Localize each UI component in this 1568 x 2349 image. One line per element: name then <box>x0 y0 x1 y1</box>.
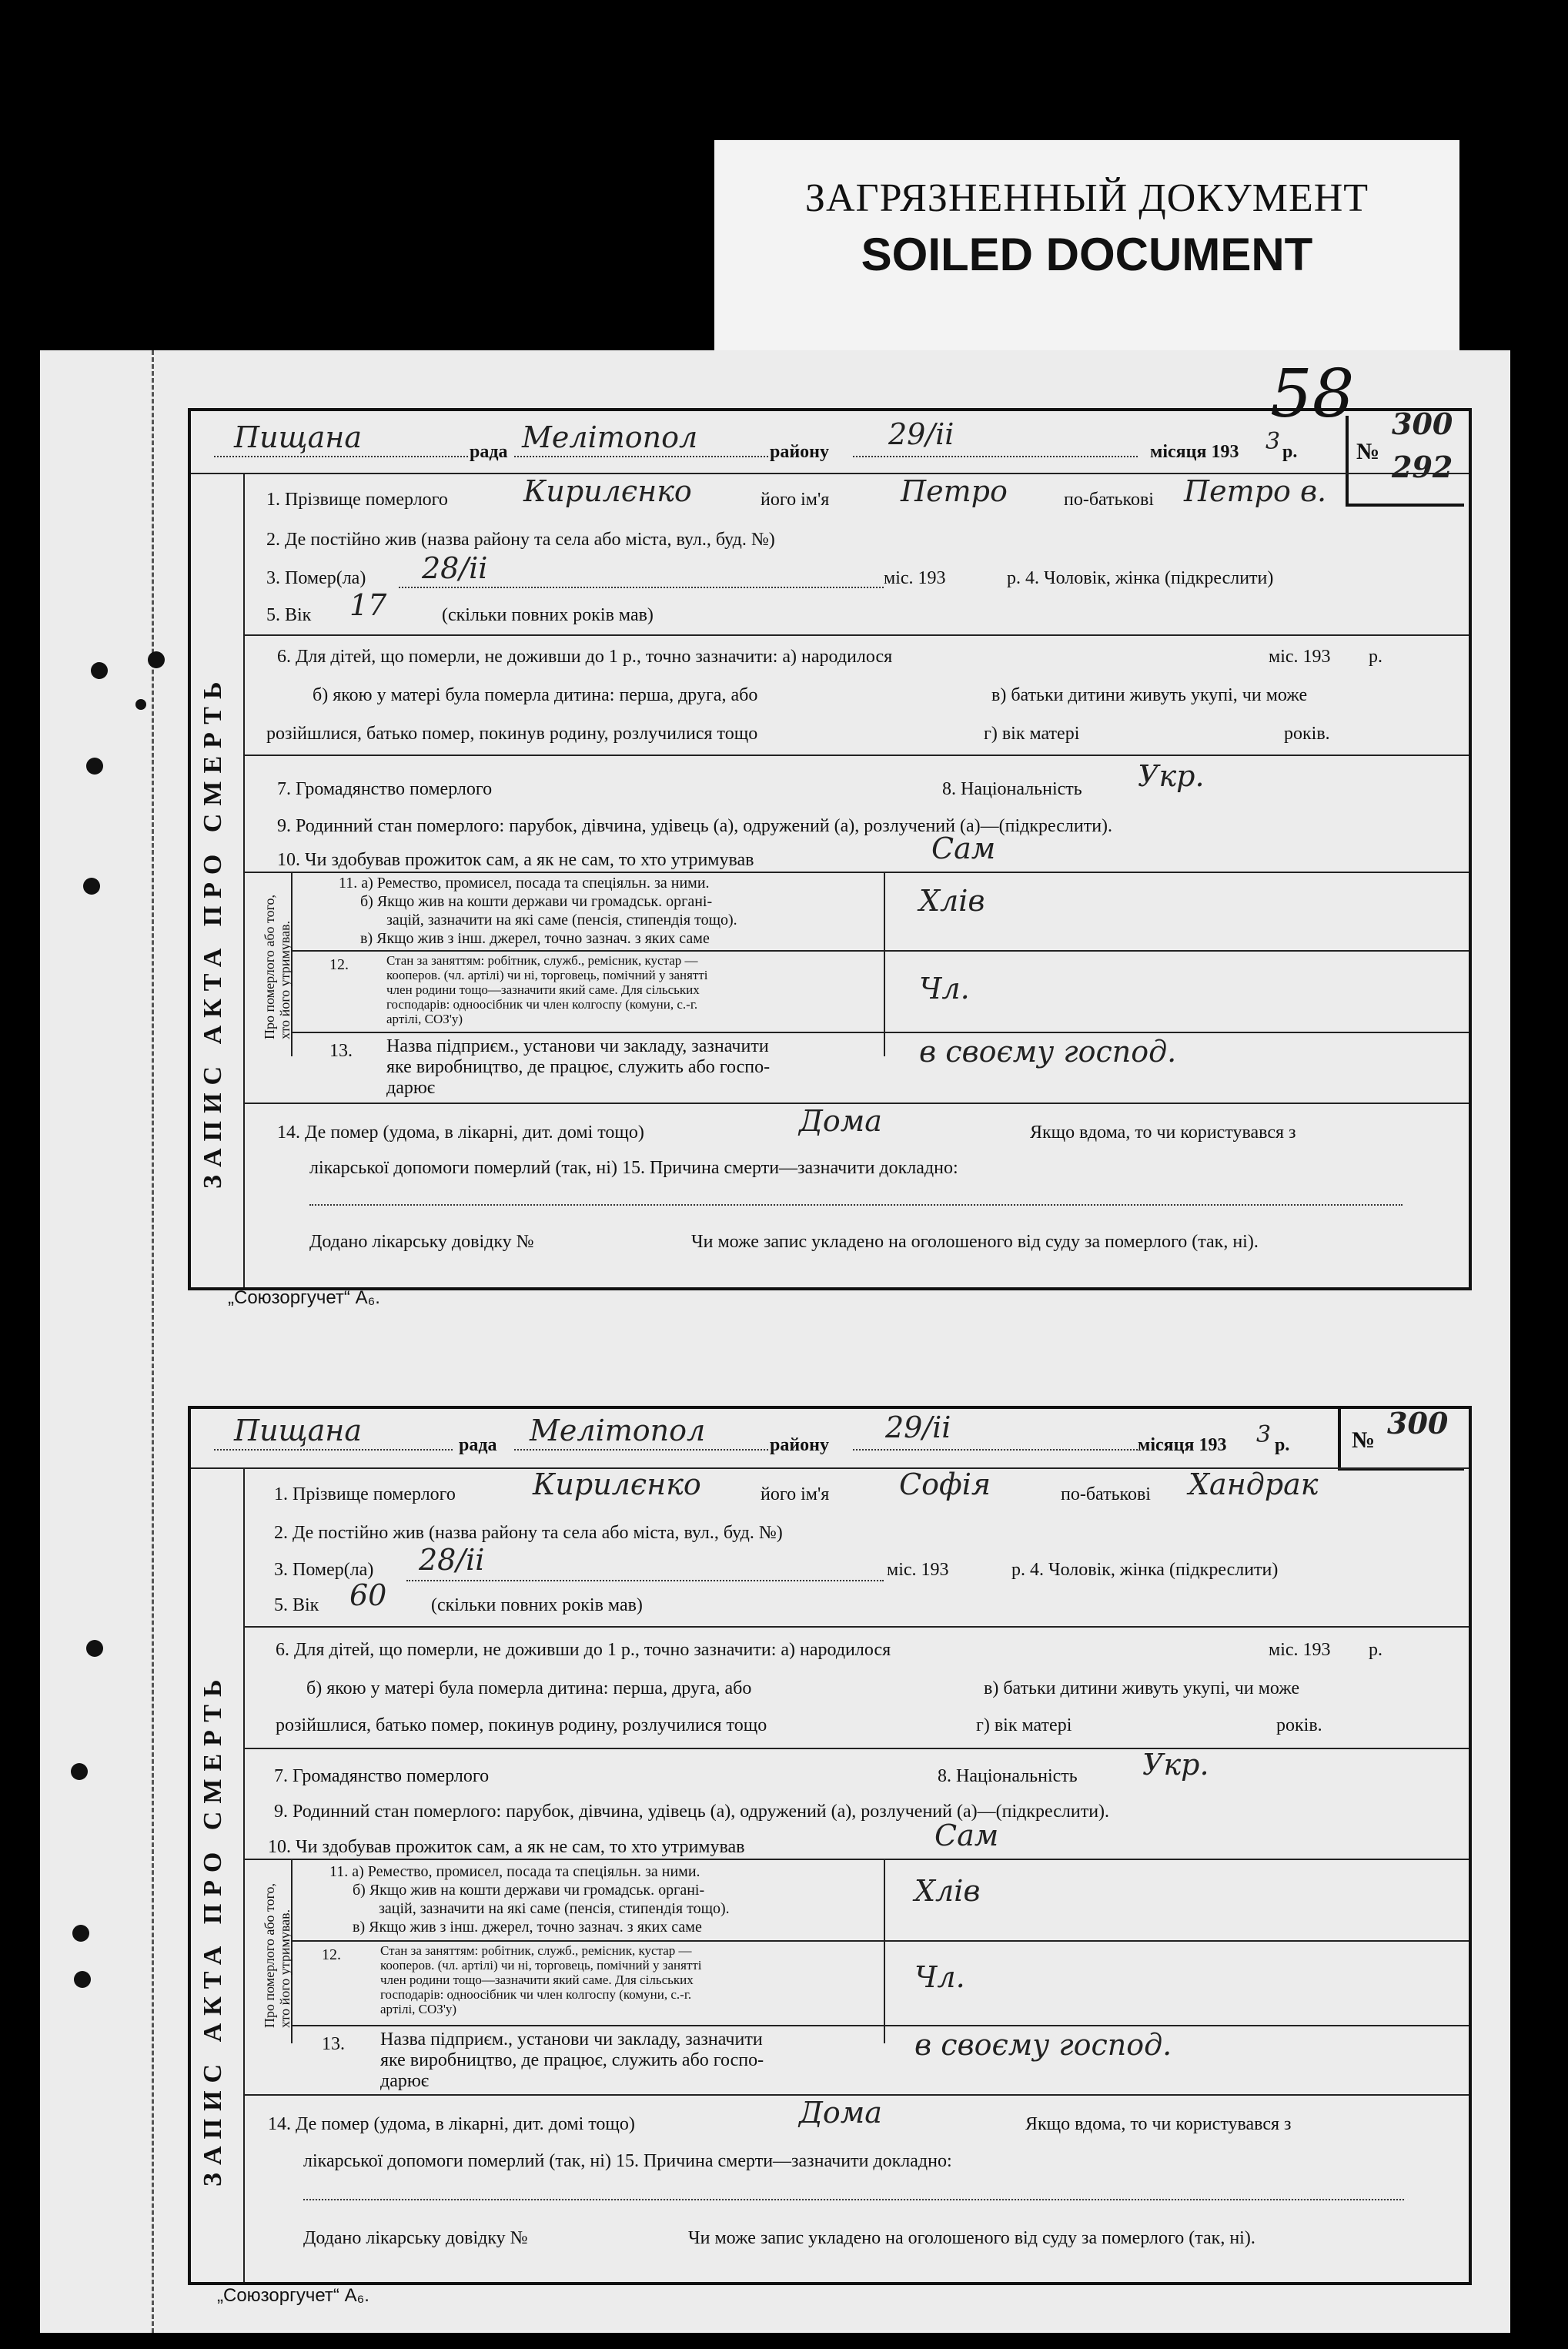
patronymic-value: Петро в. <box>1184 474 1327 508</box>
publisher-2: „Союзоргучет“ А₆. <box>217 2285 369 2306</box>
day-line <box>853 1449 1138 1451</box>
number-label: № <box>1356 439 1380 464</box>
field-1-patronymic-label: по-батькові <box>1064 490 1154 510</box>
day-value: 29/іі <box>888 417 955 451</box>
side-rule <box>243 1467 245 2282</box>
death-record-2 <box>188 1406 1472 2285</box>
field-6a-month: міс. 193 <box>1269 1640 1331 1660</box>
nationality-value: Укр. <box>1138 759 1205 793</box>
field-14b-label: Якщо вдома, то чи користувався з <box>1025 2114 1292 2134</box>
field-2-label: 2. Де постійно жив (назва району та села або міста, вул., буд. №) <box>266 530 775 550</box>
field-11d-label: в) Якщо жив з інш. джерел, точно зазнач. з яких саме <box>360 930 710 947</box>
field-6e-years: років. <box>1276 1715 1322 1735</box>
surname-value: Кирилєнко <box>523 474 692 508</box>
field-6e-label: г) вік матері <box>984 724 1080 744</box>
field-15-label: лікарської допомоги померлий (так, ні) 15. Причина смерти—зазначити докладно: <box>303 2151 952 2171</box>
field-12-text <box>386 953 708 1026</box>
punch-hole <box>86 758 103 775</box>
side-note: Про померлого або того, хто його утримував. <box>262 894 293 1039</box>
field-16a-label: Додано лікарську довідку № <box>303 2228 528 2248</box>
village-line <box>214 456 468 457</box>
year-suffix: р. <box>1275 1435 1290 1455</box>
year-suffix: р. <box>1282 442 1298 462</box>
year-digit-value: 3 <box>1256 1421 1272 1448</box>
field-12e: артілі, СОЗ'у) <box>380 2002 457 2016</box>
field-12b: кооперов. (чл. артілі) чи ні, торговець, помічний у занятті <box>386 968 708 982</box>
field-3-month-label: міс. 193 <box>887 1560 949 1580</box>
raion-label: району <box>770 1435 830 1455</box>
field-6e-years: років. <box>1284 724 1330 744</box>
field-6a-label: 6. Для дітей, що померли, не доживши до 1 р., точно зазначити: а) народилося <box>277 647 893 667</box>
died-value: 28/іі <box>419 1543 485 1577</box>
rule-10 <box>243 1859 1469 1860</box>
inner-mid-rule <box>884 872 885 1056</box>
field-13a: Назва підприєм., установи чи закладу, зазначити <box>380 2029 763 2050</box>
age-value: 60 <box>349 1578 387 1612</box>
field-9-label: 9. Родинний стан померлого: парубок, дівчина, удівець (а), одружений (а), розлучений (а)—(підкреслити). <box>277 816 1113 836</box>
cause-line <box>309 1204 1403 1206</box>
cause-line <box>303 2199 1404 2200</box>
field-12b: кооперов. (чл. артілі) чи ні, торговець, помічний у занятті <box>380 1958 702 1973</box>
day-value: 29/іі <box>885 1410 951 1444</box>
name-value: Софія <box>899 1467 991 1501</box>
occupation-value: Хлів <box>914 1874 981 1908</box>
field-13-num: 13. <box>322 2034 345 2054</box>
age-value: 17 <box>349 588 387 622</box>
field-10-label: 10. Чи здобував прожиток сам, а як не сам, то хто утримував <box>277 850 754 870</box>
field-6c-label: в) батьки дитини живуть укупі, чи може <box>991 685 1308 705</box>
field-7-label: 7. Громадянство померлого <box>274 1766 490 1786</box>
died-line <box>399 587 884 588</box>
surname-value: Кирилєнко <box>533 1467 701 1501</box>
field-16b-label: Чи може запис укладено на оголошеного від суду за померлого (так, ні). <box>691 1232 1259 1252</box>
supported-by-value: Сам <box>934 1819 999 1852</box>
record-number-alt: 292 <box>1392 450 1453 484</box>
field-6a-r: р. <box>1369 1640 1382 1660</box>
death-record-1 <box>188 408 1472 1290</box>
inner-mid-rule <box>884 1859 885 2043</box>
rule-5 <box>243 1626 1469 1628</box>
rada-label: рада <box>470 442 508 462</box>
field-5-label: 5. Вік <box>274 1595 319 1615</box>
field-11a-label: 11. а) Ремество, промисел, посада та спеціяльн. за ними. <box>329 1863 700 1880</box>
field-12-num: 12. <box>322 1946 341 1963</box>
side-rule <box>243 473 245 1287</box>
punch-hole <box>86 1640 103 1657</box>
day-line <box>853 456 1138 457</box>
field-13b: яке виробництво, де працює, служить або госпо- <box>380 2050 764 2070</box>
field-6d-label: розійшлися, батько помер, покинув родину, розлучилися тощо <box>266 724 758 744</box>
name-value: Петро <box>901 474 1008 508</box>
field-1-name-label: його ім'я <box>761 1484 830 1504</box>
field-15-label: лікарської допомоги померлий (так, ні) 15. Причина смерти—зазначити докладно: <box>309 1158 958 1178</box>
rule-6 <box>243 755 1469 756</box>
month-label: місяця 193 <box>1150 442 1239 462</box>
month-label: місяця 193 <box>1138 1435 1227 1455</box>
village-line <box>214 1449 453 1451</box>
status-value: Чл. <box>914 1960 965 1994</box>
rule-5 <box>243 634 1469 636</box>
field-11d-label: в) Якщо жив з інш. джерел, точно зазнач. з яких саме <box>353 1919 702 1936</box>
field-6a-r: р. <box>1369 647 1382 667</box>
nationality-value: Укр. <box>1142 1748 1209 1782</box>
died-line <box>406 1580 884 1581</box>
village-value: Пищана <box>234 420 362 454</box>
place-of-death-value: Дома <box>799 2096 882 2130</box>
field-12c: член родини тощо—зазначити який саме. Для сільських <box>386 982 700 997</box>
occupation-value: Хлів <box>919 884 985 918</box>
field-6c-label: в) батьки дитини живуть укупі, чи може <box>984 1678 1300 1698</box>
field-12d: господарів: одноосібник чи член колгоспу (комуни, с.-г. <box>380 1987 692 2002</box>
district-value: Мелітопол <box>530 1414 706 1447</box>
punch-hole <box>83 878 100 895</box>
field-1-patronymic-label: по-батькові <box>1061 1484 1151 1504</box>
record-number-value: 300 <box>1387 1406 1449 1441</box>
patronymic-value: Хандрак <box>1189 1467 1319 1501</box>
punch-hole <box>71 1763 88 1780</box>
field-1-name-label: його ім'я <box>761 490 830 510</box>
rule-6 <box>243 1748 1469 1749</box>
field-7-label: 7. Громадянство померлого <box>277 779 493 799</box>
field-13a: Назва підприєм., установи чи закладу, зазначити <box>386 1036 769 1056</box>
field-13c: дарює <box>380 2071 430 2091</box>
field-11b-label: б) Якщо жив на кошти держави чи громадськ. органі- <box>353 1882 705 1899</box>
number-label: № <box>1352 1427 1376 1453</box>
village-value: Пищана <box>234 1414 362 1447</box>
field-12d: господарів: одноосібник чи член колгоспу (комуни, с.-г. <box>386 997 698 1012</box>
soiled-label-ru: ЗАГРЯЗНЕННЫЙ ДОКУМЕНТ <box>804 176 1369 220</box>
field-8-label: 8. Національність <box>942 779 1082 799</box>
field-3-month-label: міс. 193 <box>884 568 946 588</box>
field-11c-label: зацій, зазначити на які саме (пенсія, стипендія тощо). <box>386 912 737 929</box>
year-digit-value: 3 <box>1265 428 1281 455</box>
died-value: 28/іі <box>422 551 488 585</box>
side-title: ЗАПИС АКТА ПРО СМЕРТЬ <box>199 1671 227 2187</box>
field-11b-label: б) Якщо жив на кошти держави чи громадськ. органі- <box>360 893 713 910</box>
field-3-4-label: р. 4. Чоловік, жінка (підкреслити) <box>1007 568 1274 588</box>
field-6e-label: г) вік матері <box>976 1715 1072 1735</box>
field-3-label: 3. Помер(ла) <box>266 568 366 588</box>
field-13b: яке виробництво, де працює, служить або госпо- <box>386 1057 771 1077</box>
rule-11 <box>291 950 1469 952</box>
record-number-value: 300 <box>1392 407 1453 441</box>
field-6d-label: розійшлися, батько помер, покинув родину, розлучилися тощо <box>276 1715 767 1735</box>
field-12a: Стан за заняттям: робітник, служб., ремісник, кустар — <box>380 1943 692 1958</box>
field-1-label: 1. Прізвище померлого <box>274 1484 456 1504</box>
field-6a-label: 6. Для дітей, що померли, не доживши до 1 р., точно зазначити: а) народилося <box>276 1640 891 1660</box>
punch-hole <box>74 1971 91 1988</box>
field-12c: член родини тощо—зазначити який саме. Для сільських <box>380 1973 694 1987</box>
field-12-num: 12. <box>329 956 349 973</box>
raion-label: району <box>770 442 830 462</box>
record-number-box <box>1346 407 1464 507</box>
field-14-label: 14. Де помер (удома, в лікарні, дит. домі тощо) <box>268 2114 635 2134</box>
field-11a-label: 11. а) Ремество, промисел, посада та спеціяльн. за ними. <box>339 875 710 892</box>
publisher-1: „Союзоргучет“ А₆. <box>228 1287 380 1308</box>
field-10-label: 10. Чи здобував прожиток сам, а як не сам, то хто утримував <box>268 1837 745 1857</box>
field-12a: Стан за заняттям: робітник, служб., ремісник, кустар — <box>386 953 698 968</box>
rada-label: рада <box>459 1435 497 1455</box>
rule-12 <box>291 1032 1469 1033</box>
side-note: Про померлого або того, хто його утримував. <box>262 1882 293 2028</box>
field-8-label: 8. Національність <box>938 1766 1078 1786</box>
district-line <box>514 456 768 457</box>
rule-12 <box>291 2025 1469 2026</box>
field-2-label: 2. Де постійно жив (назва району та села або міста, вул., буд. №) <box>274 1523 783 1543</box>
field-6b-label: б) якою у матері була померла дитина: перша, друга, або <box>313 685 758 705</box>
district-value: Мелітопол <box>522 420 698 454</box>
field-5-note: (скільки повних років мав) <box>442 605 654 625</box>
field-16b-label: Чи може запис укладено на оголошеного від суду за померлого (так, ні). <box>688 2228 1255 2248</box>
field-13-num: 13. <box>329 1041 353 1061</box>
field-6b-label: б) якою у матері була померла дитина: перша, друга, або <box>306 1678 752 1698</box>
supported-by-value: Сам <box>931 832 996 865</box>
perforation-line <box>152 350 154 2333</box>
field-12-text <box>380 1943 702 2016</box>
field-14b-label: Якщо вдома, то чи користувався з <box>1030 1123 1296 1143</box>
rule-10 <box>243 872 1469 873</box>
rule-11 <box>291 1940 1469 1942</box>
punch-hole <box>72 1925 89 1942</box>
soiled-document-label <box>714 140 1459 353</box>
field-11c-label: зацій, зазначити на які саме (пенсія, стипендія тощо). <box>379 1900 730 1917</box>
field-1-label: 1. Прізвище померлого <box>266 490 448 510</box>
sheet-number: 58 <box>1270 356 1355 433</box>
field-12e: артілі, СОЗ'у) <box>386 1012 463 1026</box>
punch-hole <box>148 651 165 668</box>
status-value: Чл. <box>919 972 970 1006</box>
field-5-label: 5. Вік <box>266 605 312 625</box>
workplace-value: в своєму господ. <box>919 1035 1177 1069</box>
side-title: ЗАПИС АКТА ПРО СМЕРТЬ <box>199 674 227 1189</box>
field-14-label: 14. Де помер (удома, в лікарні, дит. домі тощо) <box>277 1123 644 1143</box>
district-line <box>514 1449 768 1451</box>
soiled-label-en: SOILED DOCUMENT <box>861 229 1313 280</box>
field-9-label: 9. Родинний стан померлого: парубок, дівчина, удівець (а), одружений (а), розлучений (а)—(підкреслити). <box>274 1802 1110 1822</box>
workplace-value: в своєму господ. <box>914 2028 1172 2062</box>
field-3-4-label: р. 4. Чоловік, жінка (підкреслити) <box>1011 1560 1279 1580</box>
field-13-text <box>380 2029 764 2092</box>
field-13c: дарює <box>386 1078 436 1098</box>
punch-hole <box>91 662 108 679</box>
field-3-label: 3. Помер(ла) <box>274 1560 374 1580</box>
field-5-note: (скільки повних років мав) <box>431 1595 643 1615</box>
record-number-box <box>1338 1406 1464 1471</box>
punch-hole <box>135 699 146 710</box>
place-of-death-value: Дома <box>799 1104 882 1138</box>
field-6a-month: міс. 193 <box>1269 647 1331 667</box>
field-16a-label: Додано лікарську довідку № <box>309 1232 534 1252</box>
field-13-text <box>386 1036 770 1099</box>
